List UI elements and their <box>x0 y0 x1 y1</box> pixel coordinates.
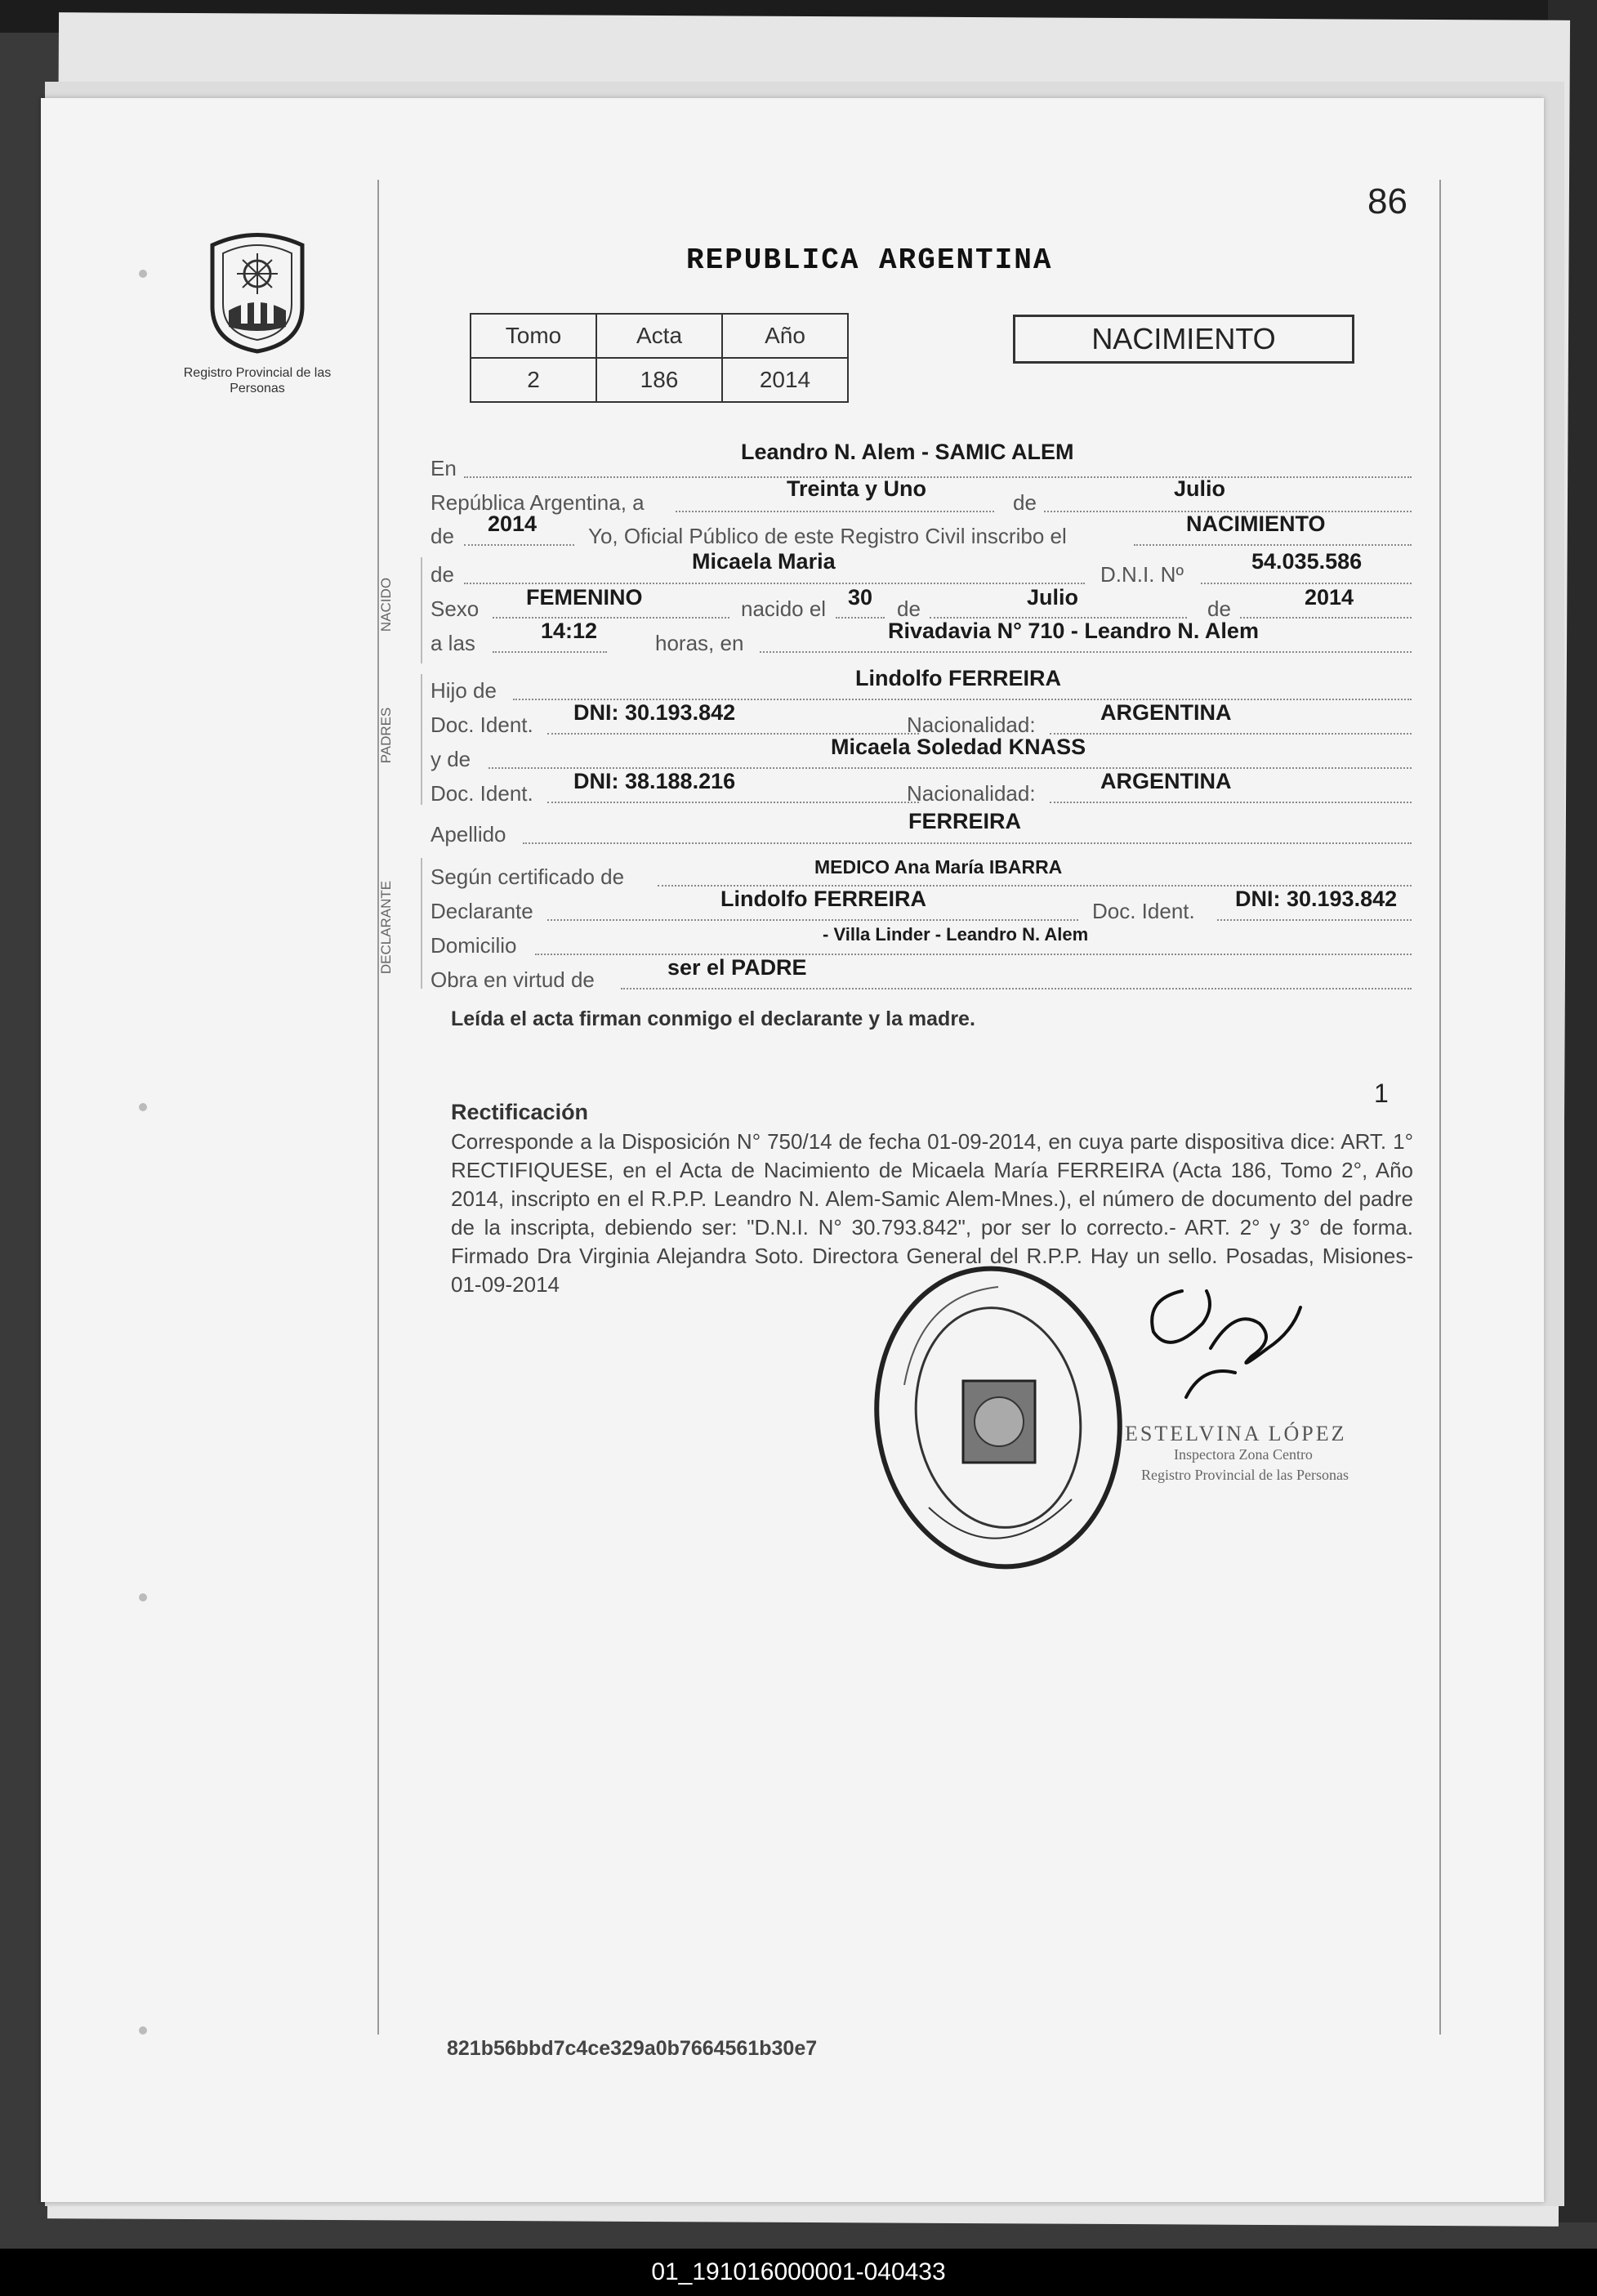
nacionalidad2-label: Nacionalidad: <box>907 781 1036 806</box>
stamp-office: Registro Provincial de las Personas <box>1141 1467 1349 1483</box>
obra-label: Obra en virtud de <box>430 967 595 992</box>
yo-text: Yo, Oficial Público de este Registro Civil inscribo el <box>588 524 1067 548</box>
stamp-role: Inspectora Zona Centro <box>1174 1446 1313 1463</box>
punch-hole <box>139 1593 147 1601</box>
y-de-label: y de <box>430 747 471 771</box>
declarante-dni: DNI: 30.193.842 <box>1235 887 1398 911</box>
section-divider <box>421 557 422 663</box>
dotted-line <box>1050 733 1412 735</box>
dotted-line <box>676 511 994 512</box>
closing-statement: Leída el acta firman conmigo el declarante y la madre. <box>451 1007 975 1030</box>
certificate-page <box>41 98 1544 2202</box>
dotted-line <box>1217 919 1412 921</box>
handwritten-signature-icon <box>1137 1275 1382 1405</box>
section-label-declarante: DECLARANTE <box>378 880 394 975</box>
section-divider <box>421 858 422 989</box>
madre-dni: DNI: 38.188.216 <box>573 769 736 793</box>
dotted-line <box>464 476 1412 478</box>
anio: 2014 <box>488 511 538 536</box>
document-hash: 821b56bbd7c4ce329a0b7664561b30e7 <box>447 2037 818 2060</box>
registry-table <box>470 313 849 403</box>
apellido-label: Apellido <box>430 822 506 846</box>
de-label: de <box>1013 490 1037 515</box>
nacido-el-label: nacido el <box>741 596 827 621</box>
doc-ident2-label: Doc. Ident. <box>430 781 533 806</box>
seal-icon <box>872 1262 1125 1573</box>
doc-ident-label: Doc. Ident. <box>430 712 533 737</box>
province-emblem-icon <box>200 229 314 360</box>
nombre-label: de <box>430 562 454 587</box>
nacido-mes: Julio <box>1027 585 1079 610</box>
dia-texto: Treinta y Uno <box>787 476 927 501</box>
signature <box>1137 1275 1382 1405</box>
signature-stamp <box>1125 1422 1452 1484</box>
dotted-line <box>547 919 1078 921</box>
padre-nombre: Lindolfo FERREIRA <box>855 666 1061 690</box>
lugar-inscripcion: Leandro N. Alem - SAMIC ALEM <box>741 440 1074 464</box>
de2-label: de <box>430 524 454 548</box>
apellido-value: FERREIRA <box>908 809 1022 833</box>
document-title: REPUBLICA ARGENTINA <box>686 243 1053 277</box>
inscribo-value: NACIMIENTO <box>1186 511 1326 536</box>
horas-en-label: horas, en <box>655 631 744 655</box>
dotted-line <box>464 583 1085 584</box>
hora-value: 14:12 <box>541 619 598 643</box>
registry-value-acta: 186 <box>596 358 722 402</box>
padre-nacionalidad: ARGENTINA <box>1100 700 1232 725</box>
registry-header-tomo: Tomo <box>471 314 596 358</box>
nacido-dia: 30 <box>848 585 873 610</box>
logo-caption: Registro Provincial de las Personas <box>183 366 332 395</box>
section-divider <box>421 674 422 805</box>
dotted-line <box>760 651 1412 653</box>
province-logo <box>183 229 332 396</box>
page-number: 86 <box>1367 181 1407 221</box>
registry-header-acta: Acta <box>596 314 722 358</box>
sexo-value: FEMENINO <box>526 585 643 610</box>
punch-hole <box>139 270 147 278</box>
nacido-anio: 2014 <box>1305 585 1354 610</box>
en-label: En <box>430 456 457 480</box>
punch-hole <box>139 1103 147 1111</box>
certificado-value: MEDICO Ana María IBARRA <box>814 856 1063 878</box>
declarante-value: Lindolfo FERREIRA <box>720 887 926 911</box>
left-margin-line <box>377 180 379 2035</box>
punch-hole <box>139 2026 147 2035</box>
dotted-line <box>493 651 607 653</box>
nombre-inscripto: Micaela Maria <box>692 549 836 574</box>
madre-nombre: Micaela Soledad KNASS <box>831 735 1086 759</box>
official-seal <box>872 1262 1125 1573</box>
hijo-de-label: Hijo de <box>430 678 497 703</box>
sexo-label: Sexo <box>430 596 480 621</box>
dni-label: D.N.I. Nº <box>1100 562 1184 587</box>
registry-value-anio: 2014 <box>722 358 848 402</box>
record-type-box: NACIMIENTO <box>1013 315 1354 364</box>
madre-nacionalidad: ARGENTINA <box>1100 769 1232 793</box>
decl-doc-label: Doc. Ident. <box>1092 899 1195 923</box>
domicilio-label: Domicilio <box>430 933 517 958</box>
dotted-line <box>1134 544 1412 546</box>
dotted-line <box>493 617 729 619</box>
dotted-line <box>621 988 1412 989</box>
section-label-nacido: NACIDO <box>378 577 394 632</box>
certificado-label: Según certificado de <box>430 864 625 889</box>
dotted-line <box>1201 583 1412 584</box>
mes: Julio <box>1174 476 1226 501</box>
dotted-line <box>547 802 919 803</box>
dni-inscripto: 54.035.586 <box>1251 549 1363 574</box>
dotted-line <box>535 954 1412 955</box>
registry-header-anio: Año <box>722 314 848 358</box>
republica-label: República Argentina, a <box>430 490 645 515</box>
lugar-nacimiento: Rivadavia N° 710 - Leandro N. Alem <box>888 619 1259 643</box>
nacido-de-label: de <box>897 596 921 621</box>
declarante-label: Declarante <box>430 899 533 923</box>
dotted-line <box>523 842 1412 844</box>
rectificacion-title: Rectificación <box>451 1100 589 1124</box>
registry-value-tomo: 2 <box>471 358 596 402</box>
section-label-padres: PADRES <box>378 707 394 764</box>
right-margin-line <box>1439 180 1441 2035</box>
dotted-line <box>1050 802 1412 803</box>
file-id-bar: 01_191016000001-040433 <box>0 2249 1597 2296</box>
rectificacion-body: Corresponde a la Disposición N° 750/14 de fecha 01-09-2014, en cuya parte dispositiva dice: ART. 1° RECTIFIQUESE, en el Acta de Nacimiento de Micaela María FERREIRA (Acta 186, Tomo 2°, Año 2014, inscripto en el R.P.P. Leandro N. Alem-Samic Alem-Mnes.), el número de documento del padre de la inscripta, debiendo ser: "D.N.I. N° 30.793.842", por ser lo correcto.- ART. 2° y 3° de forma. Firmado Dra Virginia Alejandra Soto. Directora General del R.P.P. Hay un sello. Posadas, Misiones- 01-09-2014 <box>451 1129 1413 1297</box>
rectificacion-number: 1 <box>1374 1079 1389 1108</box>
padre-dni: DNI: 30.193.842 <box>573 700 736 725</box>
dotted-line <box>836 617 885 619</box>
dotted-line <box>1240 617 1412 619</box>
domicilio-value: - Villa Linder - Leandro N. Alem <box>823 924 1089 945</box>
stamp-name: ESTELVINA LÓPEZ <box>1125 1422 1347 1445</box>
obra-value: ser el PADRE <box>667 955 807 980</box>
nacionalidad-label: Nacionalidad: <box>907 712 1036 737</box>
hora-label: a las <box>430 631 475 655</box>
dotted-line <box>464 544 574 546</box>
nacido-de2-label: de <box>1207 596 1231 621</box>
